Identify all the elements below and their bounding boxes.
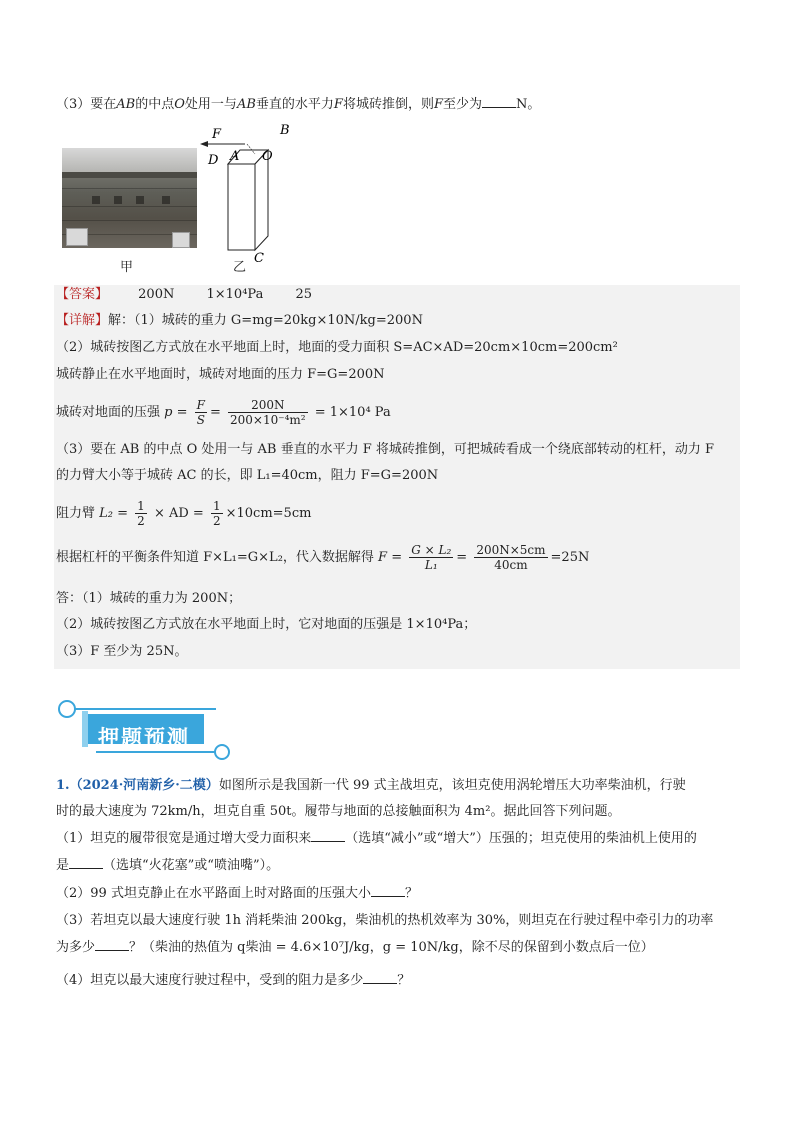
detail-line-4: 城砖对地面的压强 p = $\frac{F}{S}$ = $\frac{200N}{\text{200×10⁻⁴m²}}$ = 1×10⁴ Pa [56,398,391,427]
answer-line: 【答案】 200N 1×10⁴Pa 25 [56,287,313,302]
question3-text: （3）要在AB的中点O处用一与AB垂直的水平力F将城砖推倒，则F至少为 N。 [56,97,541,112]
detail-line-1: 【详解】解：（1）城砖的重力 G=mg=20kg×10N/kg=200N [56,313,423,328]
fraction-pressure: $\frac{200N}{\text{200×10⁻⁴m²}}$ [230,398,306,427]
banner-title: 押题预测 [98,726,190,750]
problem1-q4: （4）坦克以最大速度行驶过程中，受到的阻力是多少 ？ [56,973,411,988]
detail-line-7: 阻力臂 L₂ = $\frac{1}{2}$ × AD = $\frac{1}{2}$ ×10cm=5cm [56,499,312,528]
detail-line-6: 的力臂大小等于城砖 AC 的长，即 L₁=40cm，阻力 F=G=200N [56,468,439,483]
label-B: B [280,123,290,138]
fraction-half-1: $\frac{1}{2}$ [137,499,145,528]
final-answer-1: 答：（1）城砖的重力为 200N； [56,591,242,606]
problem1-q1-line-1: （1）坦克的履带很宽是通过增大受力面积来 （选填“减小”或“增大”）压强的；坦克使用的柴油机上使用的 [56,831,697,846]
fraction-half-2: $\frac{1}{2}$ [212,499,221,528]
detail-line-2: （2）城砖按图乙方式放在水平地面上时，地面的受力面积 S=AC×AD=20cm×10cm=200cm² [56,340,618,355]
label-O: O [262,149,273,164]
fraction-lever-numeric: $\frac{200N\times 5cm}{40cm}$ [476,543,546,572]
detail-line-3: 城砖静止在水平地面时，城砖对地面的压力 F=G=200N [56,367,385,382]
detail-line-5: （3）要在 AB 的中点 O 处用一与 AB 垂直的水平力 F 将城砖推倒，可把城砖看成一个绕底部转动的杠杆，动力 F [56,442,715,457]
q2-blank[interactable] [371,884,405,897]
label-C: C [254,251,264,266]
answer-blank[interactable] [482,95,516,108]
q3-blank[interactable] [95,938,129,951]
problem1-line-2: 时的最大速度为 72km/h，坦克自重 50t。履带与地面的总接触面积为 4m²。据此回答下列问题。 [56,804,621,819]
q1-blank-2[interactable] [69,856,103,869]
label-F: F [212,127,222,142]
problem1-q1-line-2: 是 （选填“火花塞”或“喷油嘴”）。 [56,858,280,873]
label-A: A [230,149,240,164]
problem1-q3-line-1: （3）若坦克以最大速度行驶 1h 消耗柴油 200kg，柴油机的热机效率为 30%，则坦克在行驶过程中牵引力的功率 [56,913,714,928]
problem1-q3-line-2: 为多少 ？（柴油的热值为 q柴油 = 4.6×10⁷J/kg，g = 10N/kg，除不尽的保留到小数点后一位） [56,940,654,955]
q1-blank-1[interactable] [311,829,345,842]
diagram-caption: 乙 [233,260,247,275]
final-answer-3: （3）F 至少为 25N。 [56,644,188,659]
city-wall-photo [62,148,197,248]
brick-diagram [200,122,300,267]
problem1-q2: （2）99 式坦克静止在水平路面上时对路面的压强大小 ？ [56,886,418,901]
final-answer-2: （2）城砖按图乙方式放在水平地面上时，它对地面的压强是 1×10⁴Pa； [56,617,477,632]
fraction-f-over-s: $\frac{F}{S}$ [196,398,205,427]
fraction-lever-symbolic: $\frac{\text{G × L₂}}{\text{L₁}}$ [411,543,452,572]
photo-caption: 甲 [120,260,134,275]
q4-blank[interactable] [363,971,397,984]
problem1-line-1: 1.（2024·河南新乡·二模）如图所示是我国新一代 99 式主战坦克，该坦克使用涡轮增压大功率柴油机，行驶 [56,778,686,793]
label-D: D [208,153,219,168]
detail-line-8: 根据杠杆的平衡条件知道 F×L₁=G×L₂，代入数据解得 F = $\frac{\text{G × L₂}}{\text{L₁}}$ = $\frac{200N\times 5cm}{40cm}$ =25N [56,543,590,572]
